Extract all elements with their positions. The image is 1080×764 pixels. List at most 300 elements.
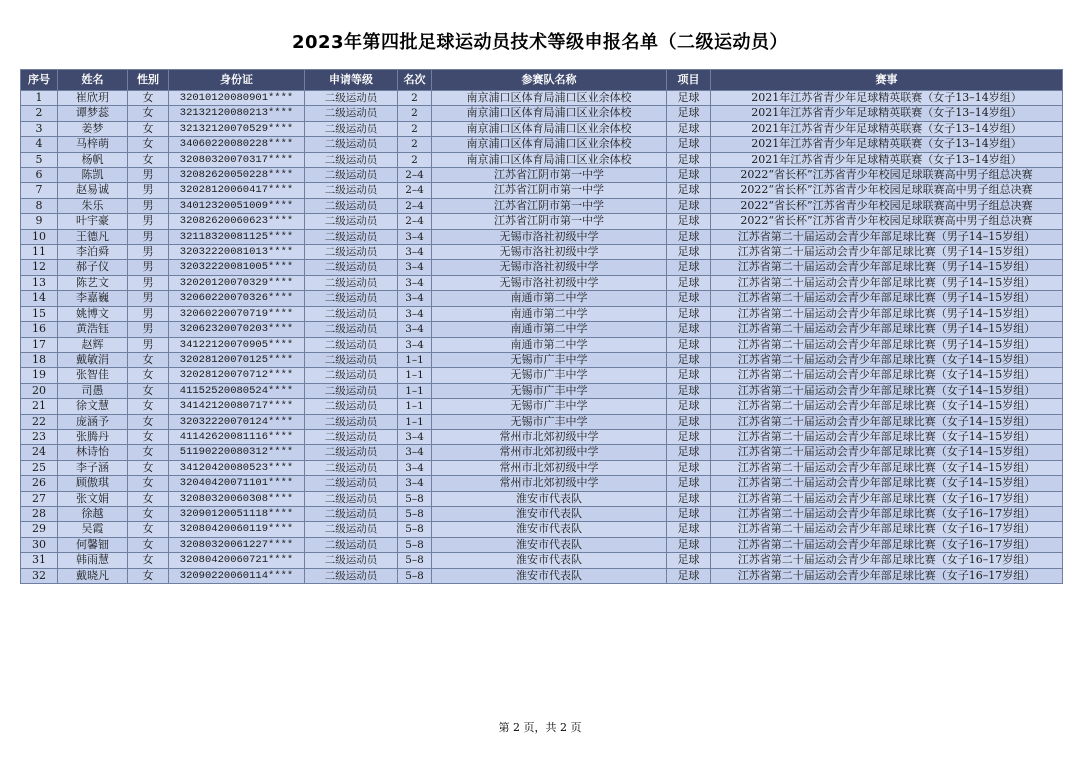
table-row <box>21 429 1063 444</box>
table-row <box>21 260 1063 275</box>
cell-event: 江苏省第二十届运动会青少年部足球比赛（男子14–15岁组） <box>711 322 1063 337</box>
cell-event: 江苏省第二十届运动会青少年部足球比赛（女子14–15岁组） <box>711 383 1063 398</box>
cell-team: 南京浦口区体育局浦口区业余体校 <box>432 152 667 167</box>
cell-id-number: 32040420071101**** <box>169 476 305 491</box>
cell-index: 8 <box>21 198 58 213</box>
cell-rank: 3–4 <box>398 476 432 491</box>
cell-level: 二级运动员 <box>305 337 398 352</box>
cell-name: 李泊舜 <box>58 245 128 260</box>
cell-sport: 足球 <box>667 291 711 306</box>
cell-index: 15 <box>21 306 58 321</box>
cell-team: 南通市第二中学 <box>432 291 667 306</box>
cell-gender: 女 <box>128 121 169 136</box>
cell-id-number: 51190220080312**** <box>169 445 305 460</box>
cell-id-number: 32028120060417**** <box>169 183 305 198</box>
cell-sport: 足球 <box>667 460 711 475</box>
cell-team: 无锡市洛社初级中学 <box>432 229 667 244</box>
cell-id-number: 32118320081125**** <box>169 229 305 244</box>
cell-event: 江苏省第二十届运动会青少年部足球比赛（女子14–15岁组） <box>711 445 1063 460</box>
cell-index: 23 <box>21 429 58 444</box>
cell-gender: 女 <box>128 506 169 521</box>
cell-index: 24 <box>21 445 58 460</box>
cell-rank: 3–4 <box>398 322 432 337</box>
cell-event: 江苏省第二十届运动会青少年部足球比赛（男子14–15岁组） <box>711 245 1063 260</box>
cell-gender: 女 <box>128 137 169 152</box>
cell-team: 常州市北郊初级中学 <box>432 476 667 491</box>
cell-id-number: 34012320051009**** <box>169 198 305 213</box>
cell-sport: 足球 <box>667 260 711 275</box>
cell-id-number: 34120420080523**** <box>169 460 305 475</box>
cell-gender: 女 <box>128 399 169 414</box>
cell-index: 20 <box>21 383 58 398</box>
cell-team: 无锡市洛社初级中学 <box>432 245 667 260</box>
cell-level: 二级运动员 <box>305 168 398 183</box>
cell-gender: 男 <box>128 260 169 275</box>
table-row <box>21 306 1063 321</box>
cell-rank: 1–1 <box>398 368 432 383</box>
cell-gender: 男 <box>128 183 169 198</box>
cell-sport: 足球 <box>667 537 711 552</box>
cell-gender: 女 <box>128 522 169 537</box>
table-row <box>21 553 1063 568</box>
cell-sport: 足球 <box>667 491 711 506</box>
cell-event: 2021年江苏省青少年足球精英联赛（女子13–14岁组） <box>711 91 1063 106</box>
cell-id-number: 32062320070203**** <box>169 322 305 337</box>
cell-index: 11 <box>21 245 58 260</box>
cell-team: 江苏省江阴市第一中学 <box>432 214 667 229</box>
cell-sport: 足球 <box>667 245 711 260</box>
cell-index: 2 <box>21 106 58 121</box>
cell-event: 2022“省长杯”江苏省青少年校园足球联赛高中男子组总决赛 <box>711 168 1063 183</box>
cell-level: 二级运动员 <box>305 414 398 429</box>
cell-gender: 女 <box>128 368 169 383</box>
cell-index: 19 <box>21 368 58 383</box>
cell-index: 14 <box>21 291 58 306</box>
cell-level: 二级运动员 <box>305 275 398 290</box>
cell-event: 2021年江苏省青少年足球精英联赛（女子13–14岁组） <box>711 121 1063 136</box>
cell-level: 二级运动员 <box>305 198 398 213</box>
cell-id-number: 32080320061227**** <box>169 537 305 552</box>
cell-gender: 男 <box>128 214 169 229</box>
cell-level: 二级运动员 <box>305 91 398 106</box>
cell-team: 淮安市代表队 <box>432 522 667 537</box>
cell-team: 无锡市广丰中学 <box>432 352 667 367</box>
cell-rank: 3–4 <box>398 306 432 321</box>
cell-gender: 女 <box>128 476 169 491</box>
cell-level: 二级运动员 <box>305 229 398 244</box>
cell-level: 二级运动员 <box>305 445 398 460</box>
cell-name: 张智佳 <box>58 368 128 383</box>
cell-sport: 足球 <box>667 168 711 183</box>
cell-id-number: 32090120051118**** <box>169 506 305 521</box>
cell-id-number: 32082620060623**** <box>169 214 305 229</box>
cell-event: 江苏省第二十届运动会青少年部足球比赛（女子14–15岁组） <box>711 429 1063 444</box>
cell-id-number: 34060220080228**** <box>169 137 305 152</box>
cell-gender: 男 <box>128 168 169 183</box>
table-row <box>21 337 1063 352</box>
cell-name: 陈凯 <box>58 168 128 183</box>
cell-sport: 足球 <box>667 275 711 290</box>
cell-name: 韩雨慧 <box>58 553 128 568</box>
cell-id-number: 34142120080717**** <box>169 399 305 414</box>
cell-rank: 3–4 <box>398 460 432 475</box>
cell-rank: 1–1 <box>398 414 432 429</box>
cell-rank: 2–4 <box>398 198 432 213</box>
table-row <box>21 245 1063 260</box>
cell-rank: 1–1 <box>398 383 432 398</box>
cell-id-number: 32032220070124**** <box>169 414 305 429</box>
cell-name: 杨帆 <box>58 152 128 167</box>
cell-team: 南通市第二中学 <box>432 306 667 321</box>
cell-index: 3 <box>21 121 58 136</box>
table-header <box>21 70 1063 91</box>
cell-level: 二级运动员 <box>305 245 398 260</box>
cell-id-number: 34122120070905**** <box>169 337 305 352</box>
cell-sport: 足球 <box>667 429 711 444</box>
cell-name: 赵易诚 <box>58 183 128 198</box>
cell-team: 南京浦口区体育局浦口区业余体校 <box>432 91 667 106</box>
cell-gender: 女 <box>128 537 169 552</box>
cell-level: 二级运动员 <box>305 121 398 136</box>
cell-event: 2022“省长杯”江苏省青少年校园足球联赛高中男子组总决赛 <box>711 214 1063 229</box>
cell-event: 2021年江苏省青少年足球精英联赛（女子13–14岁组） <box>711 106 1063 121</box>
cell-level: 二级运动员 <box>305 568 398 583</box>
cell-rank: 2 <box>398 152 432 167</box>
cell-name: 林诗怡 <box>58 445 128 460</box>
cell-gender: 男 <box>128 245 169 260</box>
cell-name: 张文娟 <box>58 491 128 506</box>
cell-index: 21 <box>21 399 58 414</box>
cell-event: 江苏省第二十届运动会青少年部足球比赛（女子16–17岁组） <box>711 491 1063 506</box>
cell-event: 江苏省第二十届运动会青少年部足球比赛（女子16–17岁组） <box>711 506 1063 521</box>
cell-rank: 3–4 <box>398 445 432 460</box>
cell-rank: 5–8 <box>398 491 432 506</box>
cell-name: 姜梦 <box>58 121 128 136</box>
cell-level: 二级运动员 <box>305 491 398 506</box>
cell-team: 南京浦口区体育局浦口区业余体校 <box>432 137 667 152</box>
cell-name: 庞涵予 <box>58 414 128 429</box>
cell-id-number: 32080420060721**** <box>169 553 305 568</box>
cell-name: 司愚 <box>58 383 128 398</box>
cell-level: 二级运动员 <box>305 152 398 167</box>
cell-sport: 足球 <box>667 137 711 152</box>
table-row <box>21 491 1063 506</box>
cell-level: 二级运动员 <box>305 322 398 337</box>
cell-event: 江苏省第二十届运动会青少年部足球比赛（男子14–15岁组） <box>711 291 1063 306</box>
cell-index: 32 <box>21 568 58 583</box>
cell-id-number: 32028120070712**** <box>169 368 305 383</box>
header-row <box>21 70 1063 91</box>
cell-level: 二级运动员 <box>305 383 398 398</box>
cell-level: 二级运动员 <box>305 429 398 444</box>
cell-event: 江苏省第二十届运动会青少年部足球比赛（男子14–15岁组） <box>711 260 1063 275</box>
cell-level: 二级运动员 <box>305 476 398 491</box>
cell-team: 常州市北郊初级中学 <box>432 445 667 460</box>
cell-index: 13 <box>21 275 58 290</box>
table-row <box>21 168 1063 183</box>
cell-event: 2021年江苏省青少年足球精英联赛（女子13–14岁组） <box>711 137 1063 152</box>
cell-sport: 足球 <box>667 183 711 198</box>
cell-name: 王德凡 <box>58 229 128 244</box>
cell-name: 谭梦蕊 <box>58 106 128 121</box>
cell-event: 江苏省第二十届运动会青少年部足球比赛（男子14–15岁组） <box>711 306 1063 321</box>
cell-sport: 足球 <box>667 229 711 244</box>
table-row <box>21 152 1063 167</box>
cell-sport: 足球 <box>667 352 711 367</box>
cell-team: 无锡市洛社初级中学 <box>432 275 667 290</box>
page-title: 2023年第四批足球运动员技术等级申报名单（二级运动员） <box>291 32 789 53</box>
cell-gender: 女 <box>128 568 169 583</box>
cell-id-number: 32010120080901**** <box>169 91 305 106</box>
cell-name: 黄浩钰 <box>58 322 128 337</box>
table-row <box>21 91 1063 106</box>
cell-gender: 男 <box>128 291 169 306</box>
cell-rank: 2–4 <box>398 214 432 229</box>
cell-rank: 2 <box>398 91 432 106</box>
cell-event: 江苏省第二十届运动会青少年部足球比赛（男子14–15岁组） <box>711 337 1063 352</box>
cell-event: 2022“省长杯”江苏省青少年校园足球联赛高中男子组总决赛 <box>711 198 1063 213</box>
cell-sport: 足球 <box>667 91 711 106</box>
cell-level: 二级运动员 <box>305 522 398 537</box>
cell-name: 戴敏涓 <box>58 352 128 367</box>
cell-sport: 足球 <box>667 383 711 398</box>
cell-rank: 5–8 <box>398 553 432 568</box>
cell-level: 二级运动员 <box>305 260 398 275</box>
cell-id-number: 32032220081005**** <box>169 260 305 275</box>
cell-id-number: 41152520080524**** <box>169 383 305 398</box>
cell-sport: 足球 <box>667 121 711 136</box>
cell-sport: 足球 <box>667 322 711 337</box>
cell-level: 二级运动员 <box>305 183 398 198</box>
cell-level: 二级运动员 <box>305 506 398 521</box>
cell-team: 江苏省江阴市第一中学 <box>432 168 667 183</box>
cell-team: 无锡市广丰中学 <box>432 414 667 429</box>
cell-level: 二级运动员 <box>305 137 398 152</box>
cell-id-number: 32032220081013**** <box>169 245 305 260</box>
cell-name: 陈艺文 <box>58 275 128 290</box>
cell-name: 朱乐 <box>58 198 128 213</box>
cell-name: 姚博文 <box>58 306 128 321</box>
table-row <box>21 399 1063 414</box>
cell-team: 淮安市代表队 <box>432 491 667 506</box>
table-row <box>21 121 1063 136</box>
cell-gender: 女 <box>128 91 169 106</box>
cell-index: 4 <box>21 137 58 152</box>
cell-sport: 足球 <box>667 399 711 414</box>
col-header-gender: 性别 <box>128 70 169 91</box>
col-header-level: 申请等级 <box>305 70 398 91</box>
cell-id-number: 32090220060114**** <box>169 568 305 583</box>
cell-gender: 女 <box>128 383 169 398</box>
cell-gender: 女 <box>128 152 169 167</box>
cell-rank: 2 <box>398 121 432 136</box>
cell-index: 30 <box>21 537 58 552</box>
cell-event: 江苏省第二十届运动会青少年部足球比赛（女子16–17岁组） <box>711 537 1063 552</box>
cell-index: 29 <box>21 522 58 537</box>
cell-event: 2021年江苏省青少年足球精英联赛（女子13–14岁组） <box>711 152 1063 167</box>
cell-team: 淮安市代表队 <box>432 568 667 583</box>
cell-level: 二级运动员 <box>305 352 398 367</box>
table-row <box>21 383 1063 398</box>
cell-team: 江苏省江阴市第一中学 <box>432 183 667 198</box>
cell-name: 郝子仪 <box>58 260 128 275</box>
cell-id-number: 32060220070719**** <box>169 306 305 321</box>
cell-event: 江苏省第二十届运动会青少年部足球比赛（女子16–17岁组） <box>711 522 1063 537</box>
cell-rank: 5–8 <box>398 537 432 552</box>
cell-name: 李子涵 <box>58 460 128 475</box>
cell-gender: 女 <box>128 445 169 460</box>
cell-name: 赵辉 <box>58 337 128 352</box>
cell-event: 江苏省第二十届运动会青少年部足球比赛（女子16–17岁组） <box>711 568 1063 583</box>
cell-rank: 5–8 <box>398 568 432 583</box>
cell-index: 27 <box>21 491 58 506</box>
col-header-team: 参赛队名称 <box>432 70 667 91</box>
table-row <box>21 229 1063 244</box>
cell-sport: 足球 <box>667 214 711 229</box>
cell-name: 徐文慧 <box>58 399 128 414</box>
table-body <box>21 91 1063 584</box>
cell-team: 无锡市广丰中学 <box>432 399 667 414</box>
cell-sport: 足球 <box>667 414 711 429</box>
cell-gender: 女 <box>128 414 169 429</box>
cell-sport: 足球 <box>667 445 711 460</box>
cell-gender: 女 <box>128 106 169 121</box>
cell-name: 张腾丹 <box>58 429 128 444</box>
cell-index: 18 <box>21 352 58 367</box>
cell-name: 马梓萌 <box>58 137 128 152</box>
cell-gender: 女 <box>128 553 169 568</box>
cell-team: 南通市第二中学 <box>432 322 667 337</box>
cell-id-number: 32028120070125**** <box>169 352 305 367</box>
cell-team: 南京浦口区体育局浦口区业余体校 <box>432 106 667 121</box>
cell-gender: 女 <box>128 460 169 475</box>
cell-rank: 3–4 <box>398 260 432 275</box>
cell-sport: 足球 <box>667 476 711 491</box>
cell-team: 淮安市代表队 <box>432 537 667 552</box>
table-row <box>21 352 1063 367</box>
cell-rank: 5–8 <box>398 522 432 537</box>
cell-index: 7 <box>21 183 58 198</box>
cell-gender: 男 <box>128 229 169 244</box>
cell-level: 二级运动员 <box>305 537 398 552</box>
athlete-table <box>20 69 1063 584</box>
cell-event: 江苏省第二十届运动会青少年部足球比赛（女子16–17岁组） <box>711 553 1063 568</box>
cell-rank: 2–4 <box>398 168 432 183</box>
cell-level: 二级运动员 <box>305 553 398 568</box>
table-row <box>21 137 1063 152</box>
cell-event: 江苏省第二十届运动会青少年部足球比赛（女子14–15岁组） <box>711 352 1063 367</box>
cell-team: 南京浦口区体育局浦口区业余体校 <box>432 121 667 136</box>
cell-rank: 1–1 <box>398 352 432 367</box>
table-row <box>21 291 1063 306</box>
cell-team: 江苏省江阴市第一中学 <box>432 198 667 213</box>
cell-team: 淮安市代表队 <box>432 506 667 521</box>
table-row <box>21 537 1063 552</box>
cell-team: 常州市北郊初级中学 <box>432 460 667 475</box>
cell-index: 12 <box>21 260 58 275</box>
cell-index: 31 <box>21 553 58 568</box>
cell-gender: 男 <box>128 198 169 213</box>
col-header-rank: 名次 <box>398 70 432 91</box>
cell-gender: 女 <box>128 429 169 444</box>
cell-sport: 足球 <box>667 198 711 213</box>
table-row <box>21 506 1063 521</box>
cell-sport: 足球 <box>667 337 711 352</box>
cell-team: 无锡市广丰中学 <box>432 383 667 398</box>
cell-event: 江苏省第二十届运动会青少年部足球比赛（男子14–15岁组） <box>711 275 1063 290</box>
cell-name: 徐越 <box>58 506 128 521</box>
cell-level: 二级运动员 <box>305 368 398 383</box>
cell-rank: 2 <box>398 106 432 121</box>
cell-index: 17 <box>21 337 58 352</box>
page-footer: 第 2 页，共 2 页 <box>498 721 582 734</box>
cell-level: 二级运动员 <box>305 306 398 321</box>
cell-team: 无锡市广丰中学 <box>432 368 667 383</box>
cell-rank: 2 <box>398 137 432 152</box>
cell-level: 二级运动员 <box>305 291 398 306</box>
cell-level: 二级运动员 <box>305 106 398 121</box>
cell-rank: 2–4 <box>398 183 432 198</box>
cell-sport: 足球 <box>667 152 711 167</box>
cell-sport: 足球 <box>667 553 711 568</box>
table-row <box>21 445 1063 460</box>
cell-event: 江苏省第二十届运动会青少年部足球比赛（女子14–15岁组） <box>711 399 1063 414</box>
col-header-name: 姓名 <box>58 70 128 91</box>
cell-team: 无锡市洛社初级中学 <box>432 260 667 275</box>
cell-id-number: 32080320070317**** <box>169 152 305 167</box>
cell-index: 26 <box>21 476 58 491</box>
table-row <box>21 275 1063 290</box>
cell-rank: 5–8 <box>398 506 432 521</box>
cell-rank: 1–1 <box>398 399 432 414</box>
cell-id-number: 32132120070529**** <box>169 121 305 136</box>
cell-event: 江苏省第二十届运动会青少年部足球比赛（女子14–15岁组） <box>711 476 1063 491</box>
table-row <box>21 183 1063 198</box>
table-row <box>21 106 1063 121</box>
cell-name: 崔欣玥 <box>58 91 128 106</box>
cell-name: 顾傲琪 <box>58 476 128 491</box>
cell-rank: 3–4 <box>398 291 432 306</box>
cell-sport: 足球 <box>667 306 711 321</box>
cell-gender: 男 <box>128 275 169 290</box>
cell-rank: 3–4 <box>398 275 432 290</box>
cell-gender: 男 <box>128 322 169 337</box>
cell-rank: 3–4 <box>398 337 432 352</box>
col-header-sport: 项目 <box>667 70 711 91</box>
cell-team: 常州市北郊初级中学 <box>432 429 667 444</box>
table-row <box>21 522 1063 537</box>
table-row <box>21 214 1063 229</box>
cell-rank: 3–4 <box>398 245 432 260</box>
cell-rank: 3–4 <box>398 429 432 444</box>
cell-index: 22 <box>21 414 58 429</box>
cell-level: 二级运动员 <box>305 399 398 414</box>
cell-level: 二级运动员 <box>305 460 398 475</box>
col-header-id: 身份证 <box>169 70 305 91</box>
cell-event: 江苏省第二十届运动会青少年部足球比赛（女子14–15岁组） <box>711 414 1063 429</box>
cell-gender: 男 <box>128 306 169 321</box>
cell-index: 6 <box>21 168 58 183</box>
cell-gender: 女 <box>128 491 169 506</box>
cell-index: 1 <box>21 91 58 106</box>
cell-index: 10 <box>21 229 58 244</box>
cell-index: 25 <box>21 460 58 475</box>
cell-name: 李嘉巍 <box>58 291 128 306</box>
table-row <box>21 368 1063 383</box>
cell-sport: 足球 <box>667 368 711 383</box>
col-header-index: 序号 <box>21 70 58 91</box>
table-row <box>21 322 1063 337</box>
